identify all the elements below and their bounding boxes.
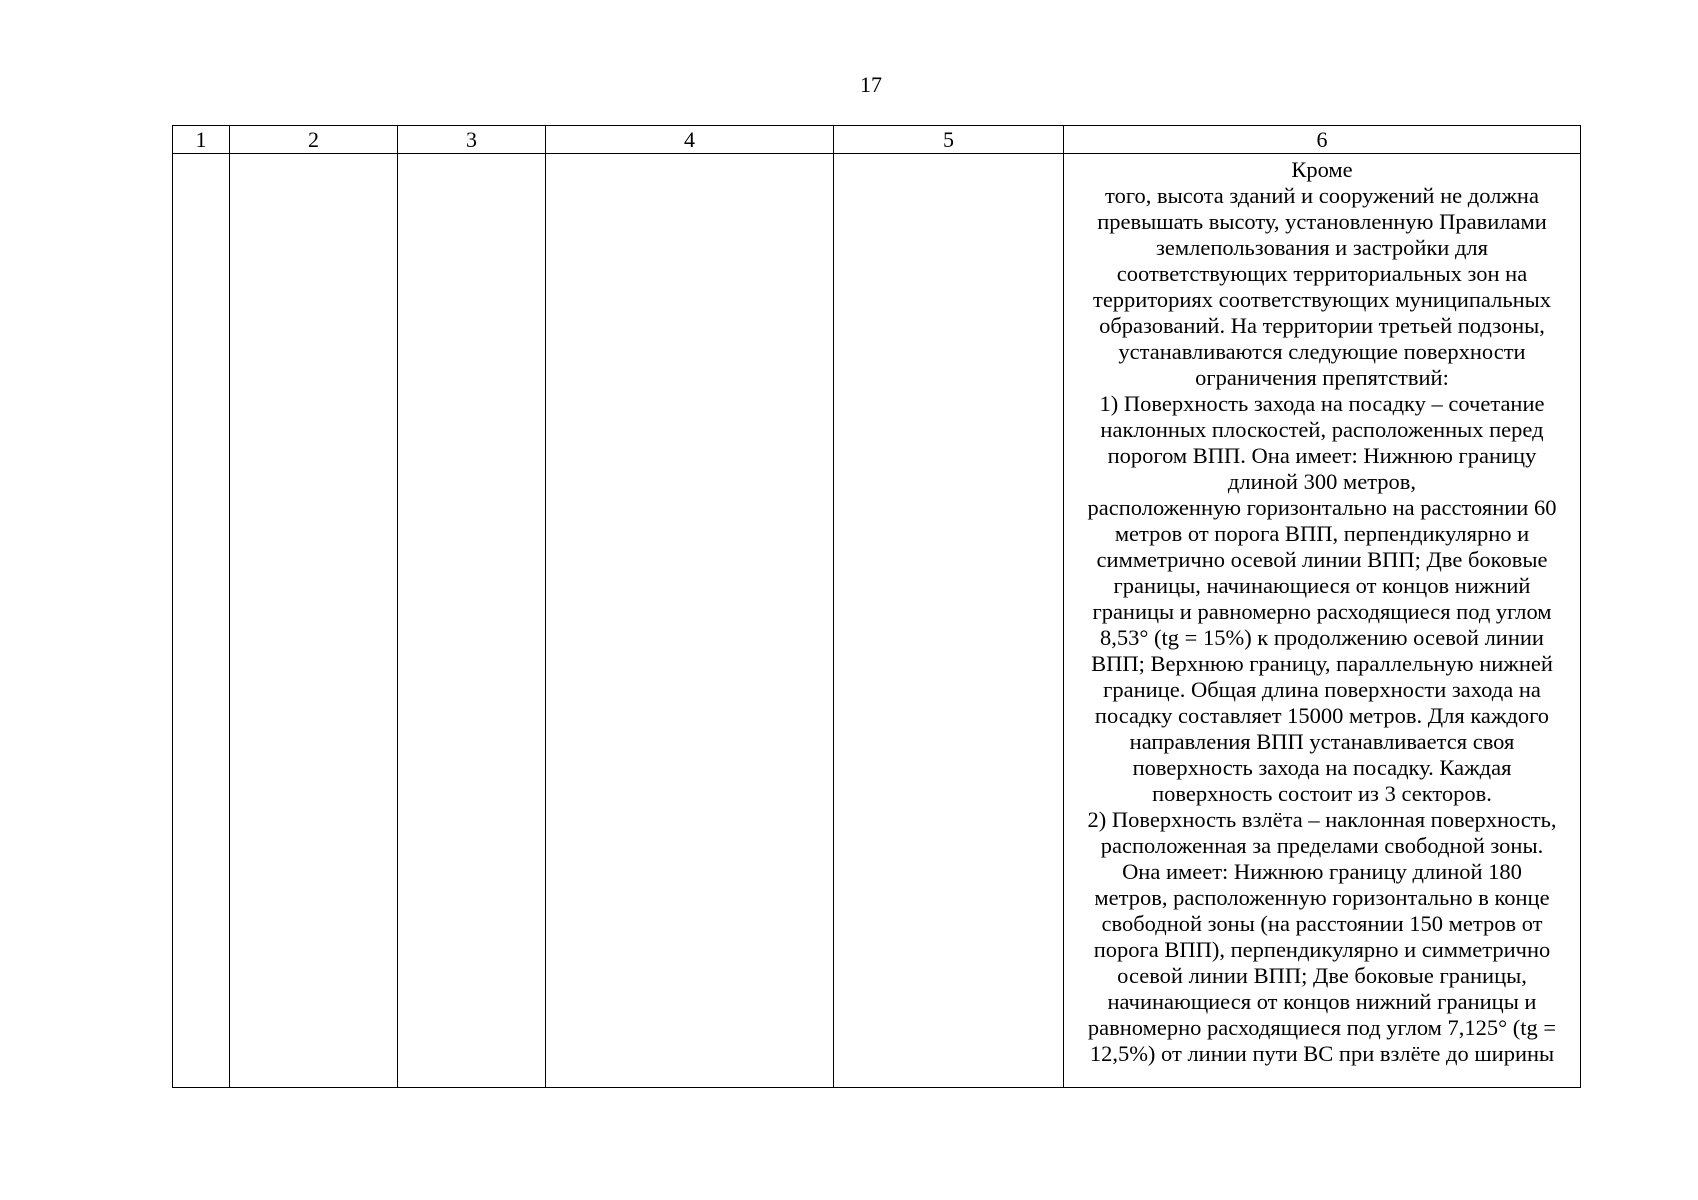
table-cell-col3 [398, 154, 546, 1088]
table-cell-col4 [546, 154, 834, 1088]
cell-text-col4 [546, 154, 833, 157]
cell-text-col2 [230, 154, 397, 157]
column-header-3: 3 [398, 126, 546, 154]
cell-text-col5 [834, 154, 1063, 157]
cell-text-col1 [173, 154, 229, 157]
table-header-row [173, 126, 1581, 154]
table-cell-col5 [834, 154, 1064, 1088]
column-header-1: 1 [173, 126, 230, 154]
document-table [172, 125, 1581, 1088]
table-cell-col6 [1064, 154, 1581, 1088]
column-header-4: 4 [546, 126, 834, 154]
table-cell-col2 [230, 154, 398, 1088]
column-header-5: 5 [834, 126, 1064, 154]
column-header-6: 6 [1064, 126, 1581, 154]
cell-text-col3 [398, 154, 545, 157]
table-cell-col1 [173, 154, 230, 1088]
table-row [173, 154, 1581, 1088]
cell-text-col6: Кроме того, высота зданий и сооружений не должна превышать высоту, установленную Правилами землепользования и застройки для соответствующих территориальных зон на территориях соответствующих муниципальных образований. На территории третьей подзоны, устанавливаются следующие поверхности ограничения препятствий: 1) Поверхность захода на посадку – сочетание наклонных плоскостей, расположенных перед порогом ВПП. Она имеет: Нижнюю границу длиной 300 метров, расположенную горизонтально на расстоянии 60 метров от порога ВПП, перпендикулярно и симметрично осевой линии ВПП; Две боковые границы, начинающиеся от концов нижний границы и равномерно расходящиеся под углом 8,53° (tg = 15%) к продолжению осевой линии ВПП; Верхнюю границу, параллельную нижней границе. Общая длина поверхности захода на посадку составляет 15000 метров. Для каждого направления ВПП устанавливается своя поверхность захода на посадку. Каждая поверхность состоит из 3 секторов. 2) Поверхность взлёта – наклонная поверхность, расположенная за пределами свободной зоны. Она имеет: Нижнюю границу длиной 180 метров, расположенную горизонтально в конце свободной зоны (на расстоянии 150 метров от порога ВПП), перпендикулярно и симметрично осевой линии ВПП; Две боковые границы, начинающиеся от концов нижний границы и равномерно расходящиеся под углом 7,125° (tg = 12,5%) от линии пути ВС при взлёте до ширины [1087, 157, 1557, 1066]
page-number: 17 [860, 72, 882, 97]
column-header-2: 2 [230, 126, 398, 154]
